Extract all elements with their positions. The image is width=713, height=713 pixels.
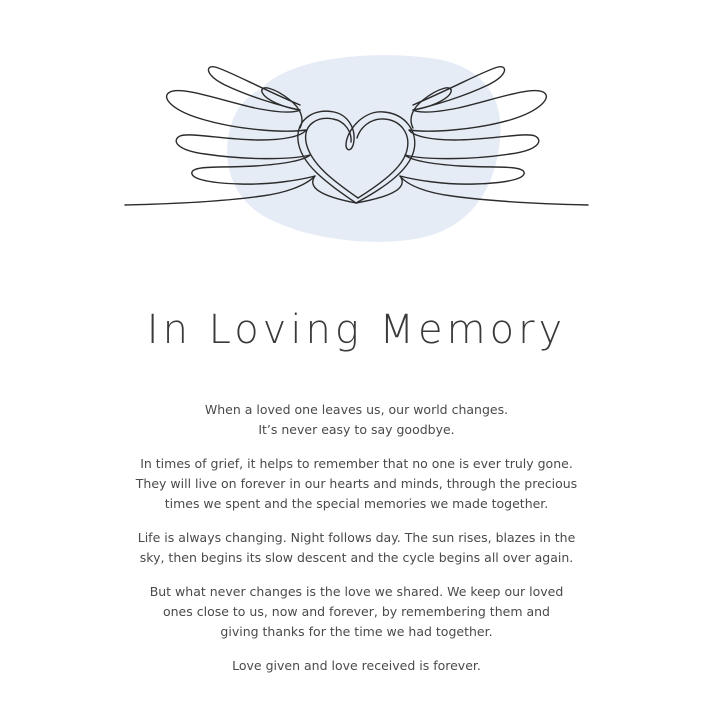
text-line: giving thanks for the time we had together. [220,624,493,639]
page-title: In Loving Memory [146,307,567,353]
text-line: ones close to us, now and forever, by remembering them and [162,604,550,619]
text-line: Life is always changing. Night follows day. The sun rises, blazes in the [137,530,576,545]
paragraph-3 [100,528,613,568]
text-line: They will live on forever in our hearts and minds, through the precious [135,476,578,491]
paragraph-5 [100,656,613,676]
paragraph-2 [100,454,613,514]
paragraph-4 [100,582,613,642]
text-line: In times of grief, it helps to remember that no one is ever truly gone. [140,456,573,471]
text-line: When a loved one leaves us, our world changes. [204,402,509,417]
text-line: sky, then begins its slow descent and the cycle begins all over again. [139,550,574,565]
text-line: times we spent and the special memories we made together. [164,496,549,511]
winged-heart-icon [0,0,713,270]
text-line: It’s never easy to say goodbye. [258,422,455,437]
memorial-text [100,400,613,690]
paragraph-1 [100,400,613,440]
text-line: But what never changes is the love we shared. We keep our loved [149,584,564,599]
text-line: Love given and love received is forever. [232,658,481,673]
